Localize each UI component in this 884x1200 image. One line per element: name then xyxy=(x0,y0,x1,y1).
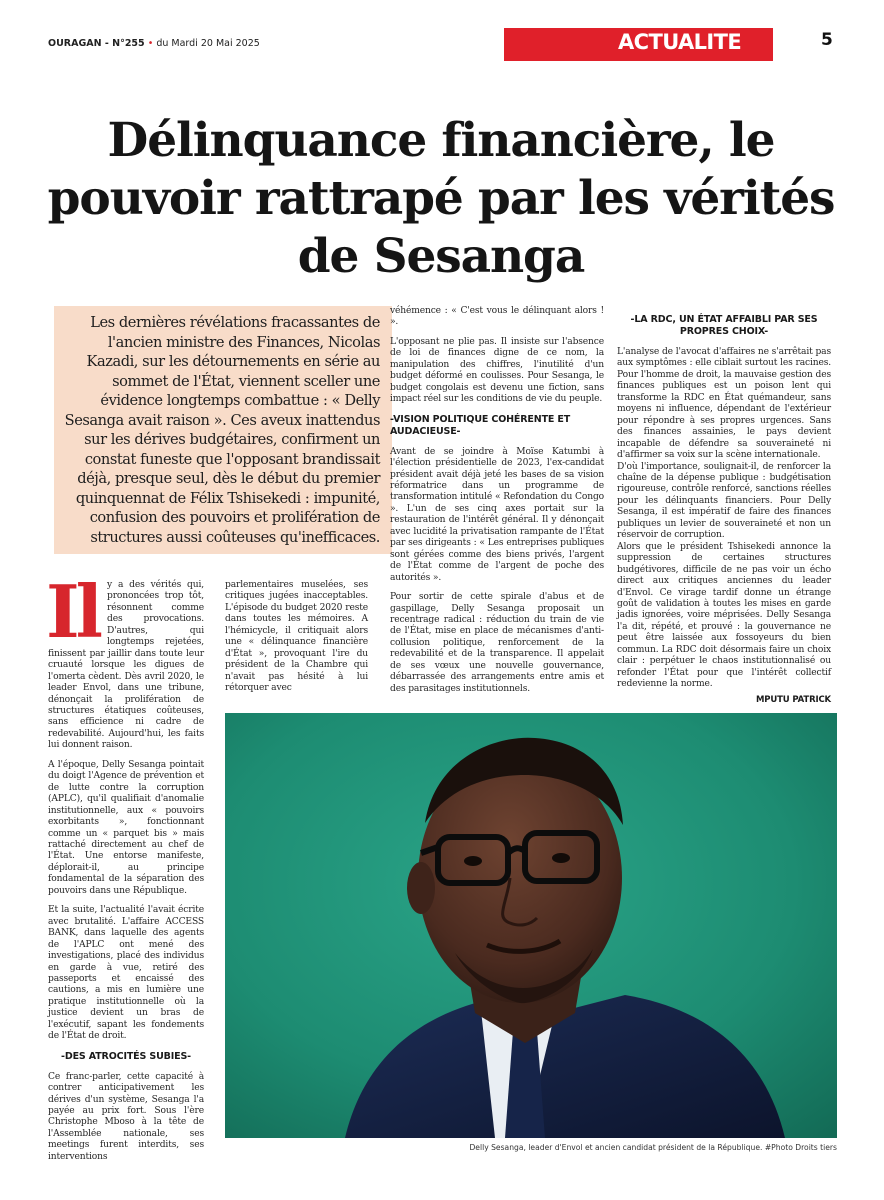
paragraph: parlementaires muselées, ses critiques jugées inacceptables. L'épisode du budget 2020 reste dans toutes les mémoires. A l'hémicycle, il critiquait alors une « délinquance financière d'État », provoquant l'ire du président de la Chambre qui n'avait pas hésité à lui rétorquer avec xyxy=(225,580,368,694)
paper-issue: OURAGAN - N°255 xyxy=(48,38,145,49)
subheading: -VISION POLITIQUE COHÉRENTE ET AUDACIEUSE- xyxy=(390,413,571,437)
paragraph: A l'époque, Delly Sesanga pointait du doigt l'Agence de prévention et de lutte contre la corruption (APLC), qu'il qualifiait d'anomalie institutionnelle, aux « pouvoirs exorbitants », fonctionnant comme un « parquet bis » mais rattaché directement au chef de l'État. Une entorse manifeste, déplorait-il, au principe fondamental de la séparation des pouvoirs dans une République. xyxy=(48,759,204,896)
paragraph: Ce franc-parler, cette capacité à contrer anticipativement les dérives d'un système, Sesanga l'a payée au prix fort. Sous l'ère Christophe Mboso à la tête de l'Assemblée nationale, ses meetings furent interdits, ses interventions xyxy=(48,1071,204,1162)
section-label: ACTUALITE xyxy=(618,30,742,54)
article-column-1 xyxy=(46,569,204,1171)
running-head xyxy=(48,38,260,49)
subheading: -LA RDC, UN ÉTAT AFFAIBLI PAR SES PROPRES CHOIX- xyxy=(630,314,818,337)
page-number: 5 xyxy=(821,30,833,50)
paragraph: véhémence : « C'est vous le délinquant alors ! ». xyxy=(390,306,604,328)
paragraph: Alors que le président Tshisekedi annonce la suppression de certaines structures budgétivores, difficile de ne pas voir un écho direct aux critiques anciennes du leader d'Envol. Ce virage tardif donne un étrange goût de validation à toutes les mises en garde jadis ignorées, voire méprisées. Delly Sesanga l'a dit, répété, et prouvé : la gouvernance ne peut être laissée aux fossoyeurs du bien commun. La RDC doit désormais faire un choix clair : perpétuer le chaos institutionnalisé ou refonder l'État pour que l'intérêt collectif redevienne la norme. xyxy=(617,541,831,690)
author-byline: MPUTU PATRICK xyxy=(756,694,831,705)
paragraph: Pour sortir de cette spirale d'abus et de gaspillage, Delly Sesanga proposait un recentrage radical : réduction du train de vie de l'État, mise en place de mécanismes d'anti-collusion politique, renforcement de la redevabilité et de la transparence. Il appelait de ses vœux une nouvelle gouvernance, débarrassée des arrangements entre amis et des parasitages institutionnels. xyxy=(390,592,604,694)
portrait-illustration xyxy=(225,713,837,1138)
headline-line-2: pouvoir rattrapé par les vérités xyxy=(47,171,835,226)
paragraph-text: y a des vérités qui, prononcées trop tôt, résonnent comme des provocations. D'autres, qui longtemps rejetées, finissent par jaillir dans toute leur cruauté lorsque les digues de l'omerta cèdent. Dès avril 2020, le leader Envol, dans une tribune, dénonçait la prolifération de structures étatiques coûteuses, sans efficience ni cadre de redevabilité. Aujourd'hui, les faits lui donnent raison. xyxy=(48,580,204,751)
drop-cap: Il xyxy=(46,569,100,654)
lead-paragraph: Les dernières révélations fracassantes de l'ancien ministre des Finances, Nicolas Kazadi, sur les détournements en série au sommet de l'État, viennent sceller une évidence longtemps combattue : « Delly Sesanga avait raison ». Ces aveux inattendus sur les dérives budgétaires, confirment un constat funeste que l'opposant brandissait déjà, presque seul, dès le début du premier quinquennat de Félix Tshisekedi : impunité, confusion des pouvoirs et prolifération de structures aussi coûteuses qu'inefficaces. xyxy=(54,306,392,554)
opening-paragraph xyxy=(46,569,204,752)
newspaper-page xyxy=(28,0,856,1200)
headline-line-3: de Sesanga xyxy=(297,229,585,284)
article-column-2 xyxy=(225,580,368,703)
article-column-3 xyxy=(390,306,604,703)
article-headline xyxy=(32,112,850,286)
article-column-4 xyxy=(617,310,831,706)
paragraph: Avant de se joindre à Moïse Katumbi à l'élection présidentielle de 2023, l'ex-candidat président avait déjà jeté les bases de sa vision réformatrice dans un programme de transformation intitulé « Refondation du Congo ». L'un de ses cinq axes portait sur la restauration de l'intérêt général. Il y dénonçait avec lucidité la privatisation rampante de l'État par ses dirigeants : « Les entreprises publiques sont gérées comme des biens privés, l'argent de l'État comme de l'argent de poche des autorités ». xyxy=(390,446,604,583)
photo-caption: Delly Sesanga, leader d'Envol et ancien candidat président de la République. #Photo Droits tiers xyxy=(469,1143,837,1152)
paragraph: D'où l'importance, soulignait-il, de renforcer la chaîne de la dépense publique : budgétisation rigoureuse, contrôle renforcé, sanctions réelles pour les délinquants financiers. Pour Delly Sesanga, il est impératif de faire des finances publiques un levier de souveraineté et non un réservoir de corruption. xyxy=(617,461,831,541)
headline-line-1: Délinquance financière, le xyxy=(107,113,775,168)
bullet-separator: • xyxy=(147,38,154,49)
portrait-photo xyxy=(225,713,837,1138)
paragraph: L'analyse de l'avocat d'affaires ne s'arrêtait pas aux symptômes : elle ciblait surtout les racines. Pour l'homme de droit, la mauvaise gestion des finances publiques est un poison lent qui transforme la RDC en État quémandeur, sans moyens ni influence, dépendant de l'extérieur pour répondre à ses propres urgences. Sans des finances assainies, le pays devient incapable de défendre sa souveraineté ni d'affirmer sa voix sur la scène internationale. xyxy=(617,347,831,461)
paragraph: L'opposant ne plie pas. Il insiste sur l'absence de loi de finances digne de ce nom, la manipulation des chiffres, l'inutilité d'un budget déformé en coulisses. Pour Sesanga, le budget congolais est devenu une fiction, sans impact réel sur les conditions de vie du peuple. xyxy=(390,336,604,405)
paragraph: Et la suite, l'actualité l'avait écrite avec brutalité. L'affaire ACCESS BANK, dans laquelle des agents de l'APLC ont mené des investigations, placé des individus en garde à vue, retiré des passeports et encaissé des cautions, a mis en lumière une pratique institutionnelle où la justice devient un bras de l'exécutif, sapant les fondements de l'État de droit. xyxy=(48,905,204,1042)
subheading: -DES ATROCITÉS SUBIES- xyxy=(61,1050,191,1062)
issue-date: du Mardi 20 Mai 2025 xyxy=(156,38,260,49)
